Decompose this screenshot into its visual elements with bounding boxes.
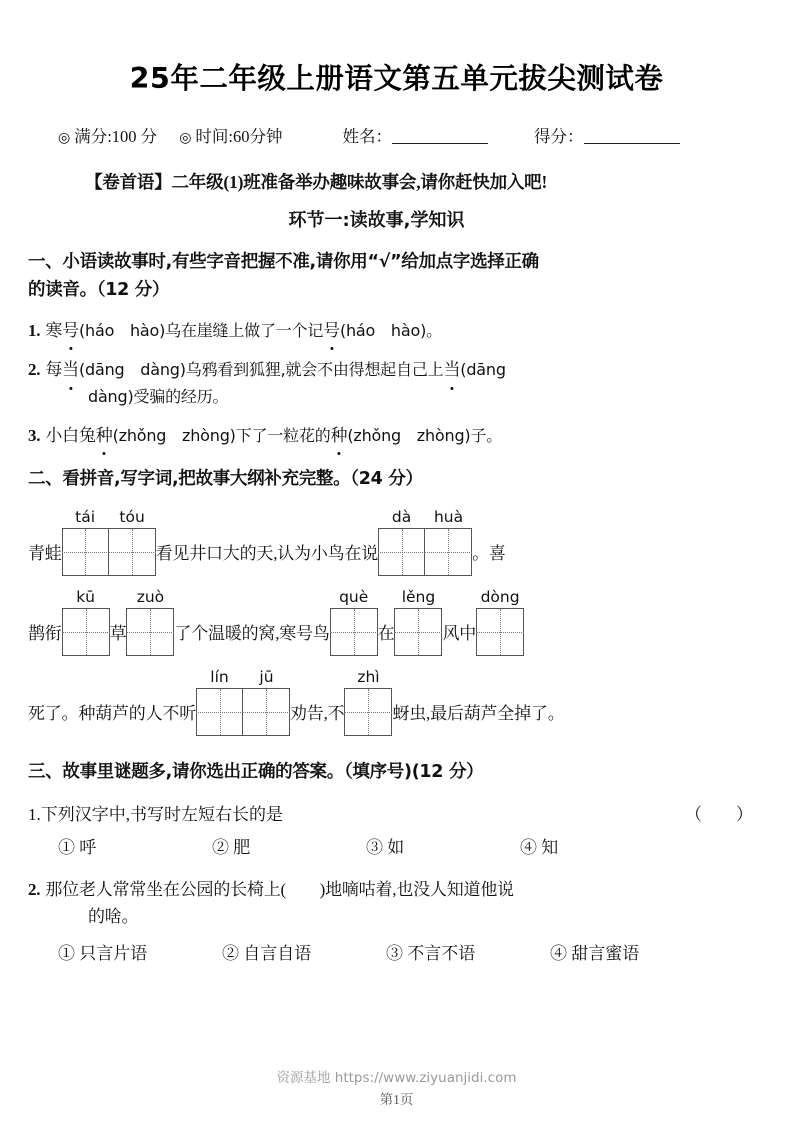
pinyin-labels (196, 668, 290, 688)
pinyin-label: huà (433, 507, 464, 526)
circle-icon: ◎ (179, 131, 192, 146)
pinyin-label: dà (391, 507, 412, 526)
tianzige-boxes[interactable] (330, 608, 378, 656)
s3q2-stem-text: 那位老人常常坐在公园的长椅上( )地嘀咕着,也没人知道他说 (45, 879, 514, 899)
row-text: 草 (109, 623, 127, 643)
row-text: 劝告,不 (290, 703, 345, 723)
page-footer (0, 1066, 793, 1108)
s3q1-option-3[interactable]: ③ 如 (366, 837, 405, 857)
s3q1-option-1[interactable]: ① 呼 (58, 837, 97, 857)
s3q2-option-1[interactable]: ① 只言片语 (58, 943, 148, 963)
pinyin-label: zuò (136, 587, 165, 606)
character-box-group[interactable] (476, 588, 524, 656)
pinyin-labels (330, 588, 378, 608)
name-input[interactable] (392, 127, 488, 145)
page-number: 第1页 (379, 1092, 414, 1107)
q3-dotchar-2: 种 (331, 422, 348, 450)
character-box-group[interactable] (394, 588, 442, 656)
section-1-title-line2: 的读音。（12 分） (28, 280, 170, 301)
character-box-group[interactable] (62, 508, 156, 576)
row-text: 死了。种葫芦的人不听 (28, 703, 196, 723)
q2-dotchar-1: 当 (62, 356, 79, 384)
pinyin-writing-area (0, 508, 793, 736)
tianzige-cell[interactable] (379, 529, 425, 575)
character-box-group[interactable] (126, 588, 174, 656)
section-1-title (0, 248, 793, 305)
tianzige-cell[interactable] (127, 609, 173, 655)
exam-info-line (0, 123, 793, 147)
watermark-text: 资源基地 https://www.ziyuanjidi.com (276, 1070, 517, 1086)
question-number: 1. (28, 804, 41, 824)
q1-dotchar-1: 号 (62, 317, 79, 345)
q2-body (45, 360, 505, 379)
q3-body (45, 426, 502, 445)
s3q2-option-4[interactable]: ④ 甜言蜜语 (550, 943, 640, 963)
s3q1-options (0, 833, 793, 858)
s3q1-option-4[interactable]: ④ 知 (520, 837, 559, 857)
q1-t2: (háo hào)乌在崖缝上做了一个记 (78, 320, 324, 340)
pinyin-label: dòng (480, 587, 520, 606)
s3q1-stem (28, 800, 283, 825)
pinyin-labels (476, 588, 524, 608)
character-box-group[interactable] (196, 668, 290, 736)
s3q1-stem-text: 下列汉字中,书写时左短右长的是 (40, 804, 283, 824)
pinyin-labels (62, 508, 156, 528)
part-one-header: 环节一:读故事,学知识 (288, 210, 465, 231)
q2-t4: (dāng (460, 360, 506, 380)
name-field-group (343, 123, 489, 147)
s3-question-2 (0, 876, 793, 931)
tianzige-boxes[interactable] (378, 528, 472, 576)
question-number: 2. (28, 879, 41, 899)
row-text: 看见井口大的天,认为小鸟在说 (155, 543, 379, 563)
tianzige-cell[interactable] (63, 529, 109, 575)
row-text: 鹊衔 (28, 623, 62, 643)
pinyin-row (0, 508, 793, 576)
q1-dotchar-2: 号 (323, 317, 340, 345)
pinyin-label: tóu (119, 507, 145, 526)
section-2-title: 二、看拼音,写字词,把故事大纲补充完整。（24 分） (28, 469, 423, 490)
q2-t0: 每 (45, 360, 63, 380)
pinyin-labels (394, 588, 442, 608)
question-number: 2. (28, 360, 41, 380)
time-label: 时间:60分钟 (195, 127, 283, 146)
section-3-title: 三、故事里谜题多,请你选出正确的答案。（填序号)(12 分） (28, 761, 484, 782)
pinyin-label: lěng (401, 587, 436, 606)
s3q2-stem-line2: 的啥。 (88, 907, 139, 927)
q3-t2: (zhǒng zhòng)下了一粒花的 (112, 425, 331, 445)
pinyin-label: zhì (357, 667, 380, 686)
pinyin-label: lín (210, 667, 229, 686)
tianzige-boxes[interactable] (126, 608, 174, 656)
tianzige-cell[interactable] (331, 609, 377, 655)
tianzige-boxes[interactable] (62, 528, 156, 576)
character-box-group[interactable] (330, 588, 378, 656)
s1-question-3 (0, 422, 793, 450)
q2-t2: (dāng dàng)乌鸦看到狐狸,就会不由得想起自己上 (78, 360, 444, 380)
pinyin-labels (62, 588, 110, 608)
row-text: 了个温暖的窝,寒号鸟 (174, 623, 330, 643)
s1-question-2 (0, 356, 793, 409)
s3q2-option-2[interactable]: ② 自言自语 (222, 943, 312, 963)
pinyin-row (0, 588, 793, 656)
row-text: 风中 (442, 623, 477, 643)
row-text: 蚜虫,最后葫芦全掉了。 (392, 703, 565, 723)
score-field-group (534, 123, 680, 147)
tianzige-cell[interactable] (425, 529, 471, 575)
s1-question-1 (0, 317, 793, 345)
name-label: 姓名： (342, 127, 392, 146)
s3q1-answer-blank[interactable]: （ ） (685, 804, 753, 824)
character-box-group[interactable] (378, 508, 472, 576)
s1-question-2-cont: dàng)受骗的经历。 (88, 386, 229, 406)
row-text: 。喜 (472, 543, 506, 563)
section-1-title-line1: 一、小语读故事时,有些字音把握不准,请你用“√”给加点字选择正确 (28, 252, 539, 272)
tianzige-cell[interactable] (63, 609, 109, 655)
s3-question-1 (0, 800, 793, 825)
row-text: 青蛙 (28, 543, 62, 563)
q1-t4: (háo hào)。 (339, 320, 442, 340)
row-text: 在 (377, 623, 395, 643)
tianzige-boxes[interactable] (344, 688, 392, 736)
q1-t0: 寒 (45, 320, 63, 340)
character-box-group[interactable] (344, 668, 392, 736)
tianzige-cell[interactable] (395, 609, 441, 655)
q3-t4: (zhǒng zhòng)子。 (347, 425, 503, 445)
tianzige-boxes[interactable] (476, 608, 524, 656)
page-title: 25年二年级上册语文第五单元拔尖测试卷 (129, 62, 664, 95)
pinyin-label: jū (259, 667, 274, 686)
s3q2-option-3[interactable]: ③ 不言不语 (386, 943, 476, 963)
pinyin-label: què (339, 587, 369, 606)
s3q2-options (0, 939, 793, 964)
q3-dotchar-1: 种 (96, 422, 113, 450)
pinyin-row (0, 668, 793, 736)
tianzige-cell[interactable] (477, 609, 523, 655)
pinyin-labels (378, 508, 472, 528)
tianzige-boxes[interactable] (394, 608, 442, 656)
character-box-group[interactable] (62, 588, 110, 656)
question-number: 3. (28, 425, 41, 445)
q2-dotchar-2: 当 (443, 356, 460, 384)
question-number: 1. (28, 320, 41, 340)
tianzige-boxes[interactable] (196, 688, 290, 736)
s3q1-option-2[interactable]: ② 肥 (212, 837, 251, 857)
tianzige-boxes[interactable] (62, 608, 110, 656)
pinyin-labels (126, 588, 174, 608)
pinyin-labels (344, 668, 392, 688)
circle-icon: ◎ (58, 131, 71, 146)
q3-t0: 小白兔 (45, 425, 96, 445)
tianzige-cell[interactable] (197, 689, 243, 735)
full-marks-label: 满分:100 分 (74, 127, 158, 146)
tianzige-cell[interactable] (243, 689, 289, 735)
time-info (179, 123, 282, 147)
pinyin-label: kū (76, 587, 96, 606)
q1-body (45, 321, 442, 340)
preface-text: 【卷首语】二年级(1)班准备举办趣味故事会,请你赶快加入吧! (85, 172, 548, 192)
full-marks-info (58, 123, 157, 147)
score-label: 得分： (534, 127, 584, 146)
score-input[interactable] (584, 127, 680, 145)
tianzige-cell[interactable] (345, 689, 391, 735)
pinyin-label: tái (75, 507, 96, 526)
tianzige-cell[interactable] (109, 529, 155, 575)
